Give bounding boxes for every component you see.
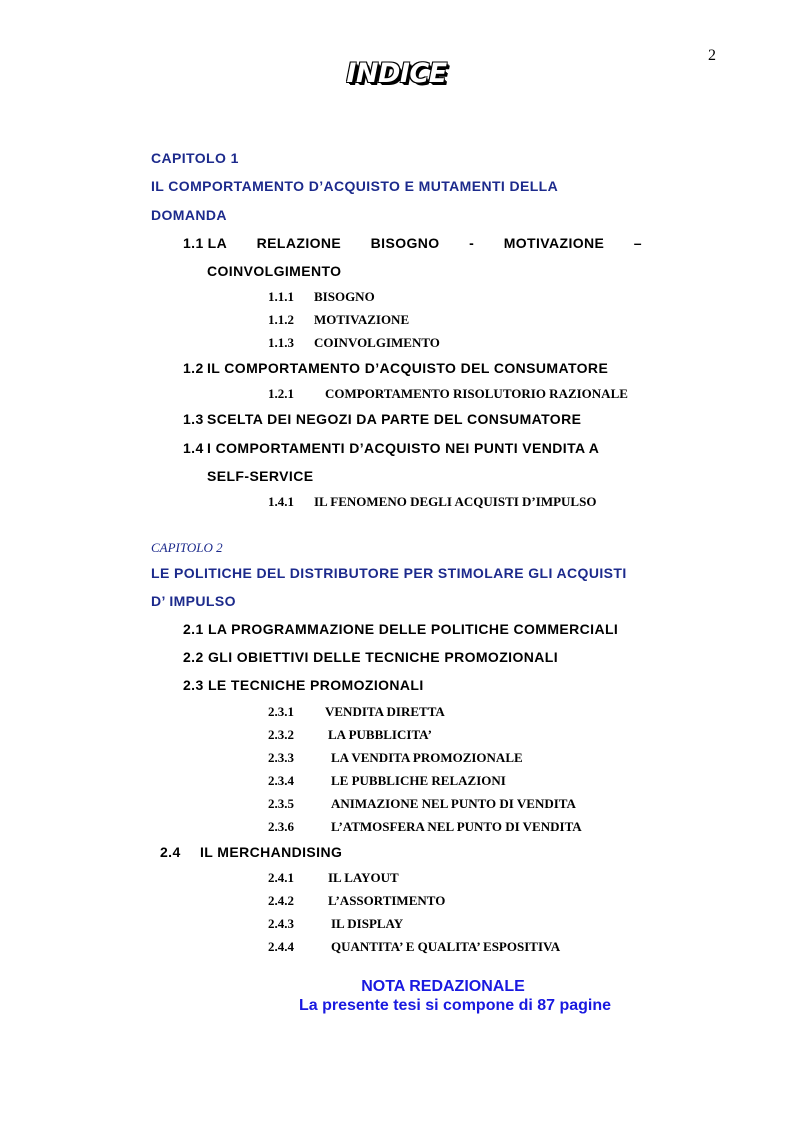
toc-entry-1-4-line2: SELF-SERVICE — [207, 468, 314, 484]
note-text: La presente tesi si compone di 87 pagine — [298, 997, 612, 1014]
section-word: – — [633, 235, 642, 251]
page-title: INDICE — [346, 58, 447, 89]
section-word: RELAZIONE — [256, 235, 342, 251]
toc-subentry: 2.4.1 IL LAYOUT — [268, 870, 399, 885]
toc-subentry: 2.3.3 LA VENDITA PROMOZIONALE — [268, 750, 523, 765]
note-heading: NOTA REDAZIONALE — [361, 978, 525, 995]
toc-subentry: 2.3.2 LA PUBBLICITA’ — [268, 727, 432, 742]
toc-subentry: 2.3.1 VENDITA DIRETTA — [268, 704, 445, 719]
section-word: MOTIVAZIONE — [503, 235, 605, 251]
toc-subentry: 2.4.3 IL DISPLAY — [268, 916, 404, 931]
toc-entry-2-3: 2.3 LE TECNICHE PROMOZIONALI — [183, 677, 424, 693]
toc-subentry: 1.1.1 BISOGNO — [268, 289, 375, 304]
toc-entry-1-2: 1.2 IL COMPORTAMENTO D’ACQUISTO DEL CONSUMATORE — [183, 360, 609, 376]
toc-subentry: 1.2.1 COMPORTAMENTO RISOLUTORIO RAZIONALE — [268, 386, 628, 401]
chapter-2-label: CAPITOLO 2 — [151, 540, 223, 555]
toc-subentry: 1.1.2 MOTIVAZIONE — [268, 312, 410, 327]
toc-entry-1-1 — [183, 235, 642, 251]
section-number: 1.1 — [183, 235, 204, 251]
toc-subentry: 2.3.5 ANIMAZIONE NEL PUNTO DI VENDITA — [268, 796, 576, 811]
toc-entry-1-3: 1.3 SCELTA DEI NEGOZI DA PARTE DEL CONSUMATORE — [183, 411, 582, 427]
toc-subentry: 2.3.6 L’ATMOSFERA NEL PUNTO DI VENDITA — [268, 819, 582, 834]
toc-subentry: 2.4.4 QUANTITA’ E QUALITA’ ESPOSITIVA — [268, 939, 561, 954]
chapter-1-label: CAPITOLO 1 — [151, 150, 239, 166]
page-number: 2 — [708, 47, 716, 64]
section-word: - — [469, 235, 475, 251]
toc-entry-2-2: 2.2 GLI OBIETTIVI DELLE TECNICHE PROMOZIONALI — [183, 649, 559, 665]
chapter-2-title-line2: D’ IMPULSO — [151, 593, 236, 609]
chapter-1-title-line1: IL COMPORTAMENTO D’ACQUISTO E MUTAMENTI DELLA — [151, 178, 559, 194]
chapter-2-title-line1: LE POLITICHE DEL DISTRIBUTORE PER STIMOLARE GLI ACQUISTI — [151, 565, 627, 581]
section-word: BISOGNO — [370, 235, 440, 251]
section-word: LA — [207, 235, 228, 251]
toc-entry-2-1: 2.1 LA PROGRAMMAZIONE DELLE POLITICHE COMMERCIALI — [183, 621, 619, 637]
toc-entry-1-1-line2: COINVOLGIMENTO — [207, 263, 342, 279]
toc-entry-1-4: 1.4 I COMPORTAMENTI D’ACQUISTO NEI PUNTI VENDITA A — [183, 440, 600, 456]
toc-subentry: 2.4.2 L’ASSORTIMENTO — [268, 893, 446, 908]
chapter-1-title-line2: DOMANDA — [151, 207, 227, 223]
toc-entry-2-4: 2.4 IL MERCHANDISING — [160, 844, 343, 860]
toc-subentry: 1.4.1 IL FENOMENO DEGLI ACQUISTI D’IMPULSO — [268, 494, 597, 509]
toc-subentry: 1.1.3 COINVOLGIMENTO — [268, 335, 440, 350]
toc-subentry: 2.3.4 LE PUBBLICHE RELAZIONI — [268, 773, 506, 788]
